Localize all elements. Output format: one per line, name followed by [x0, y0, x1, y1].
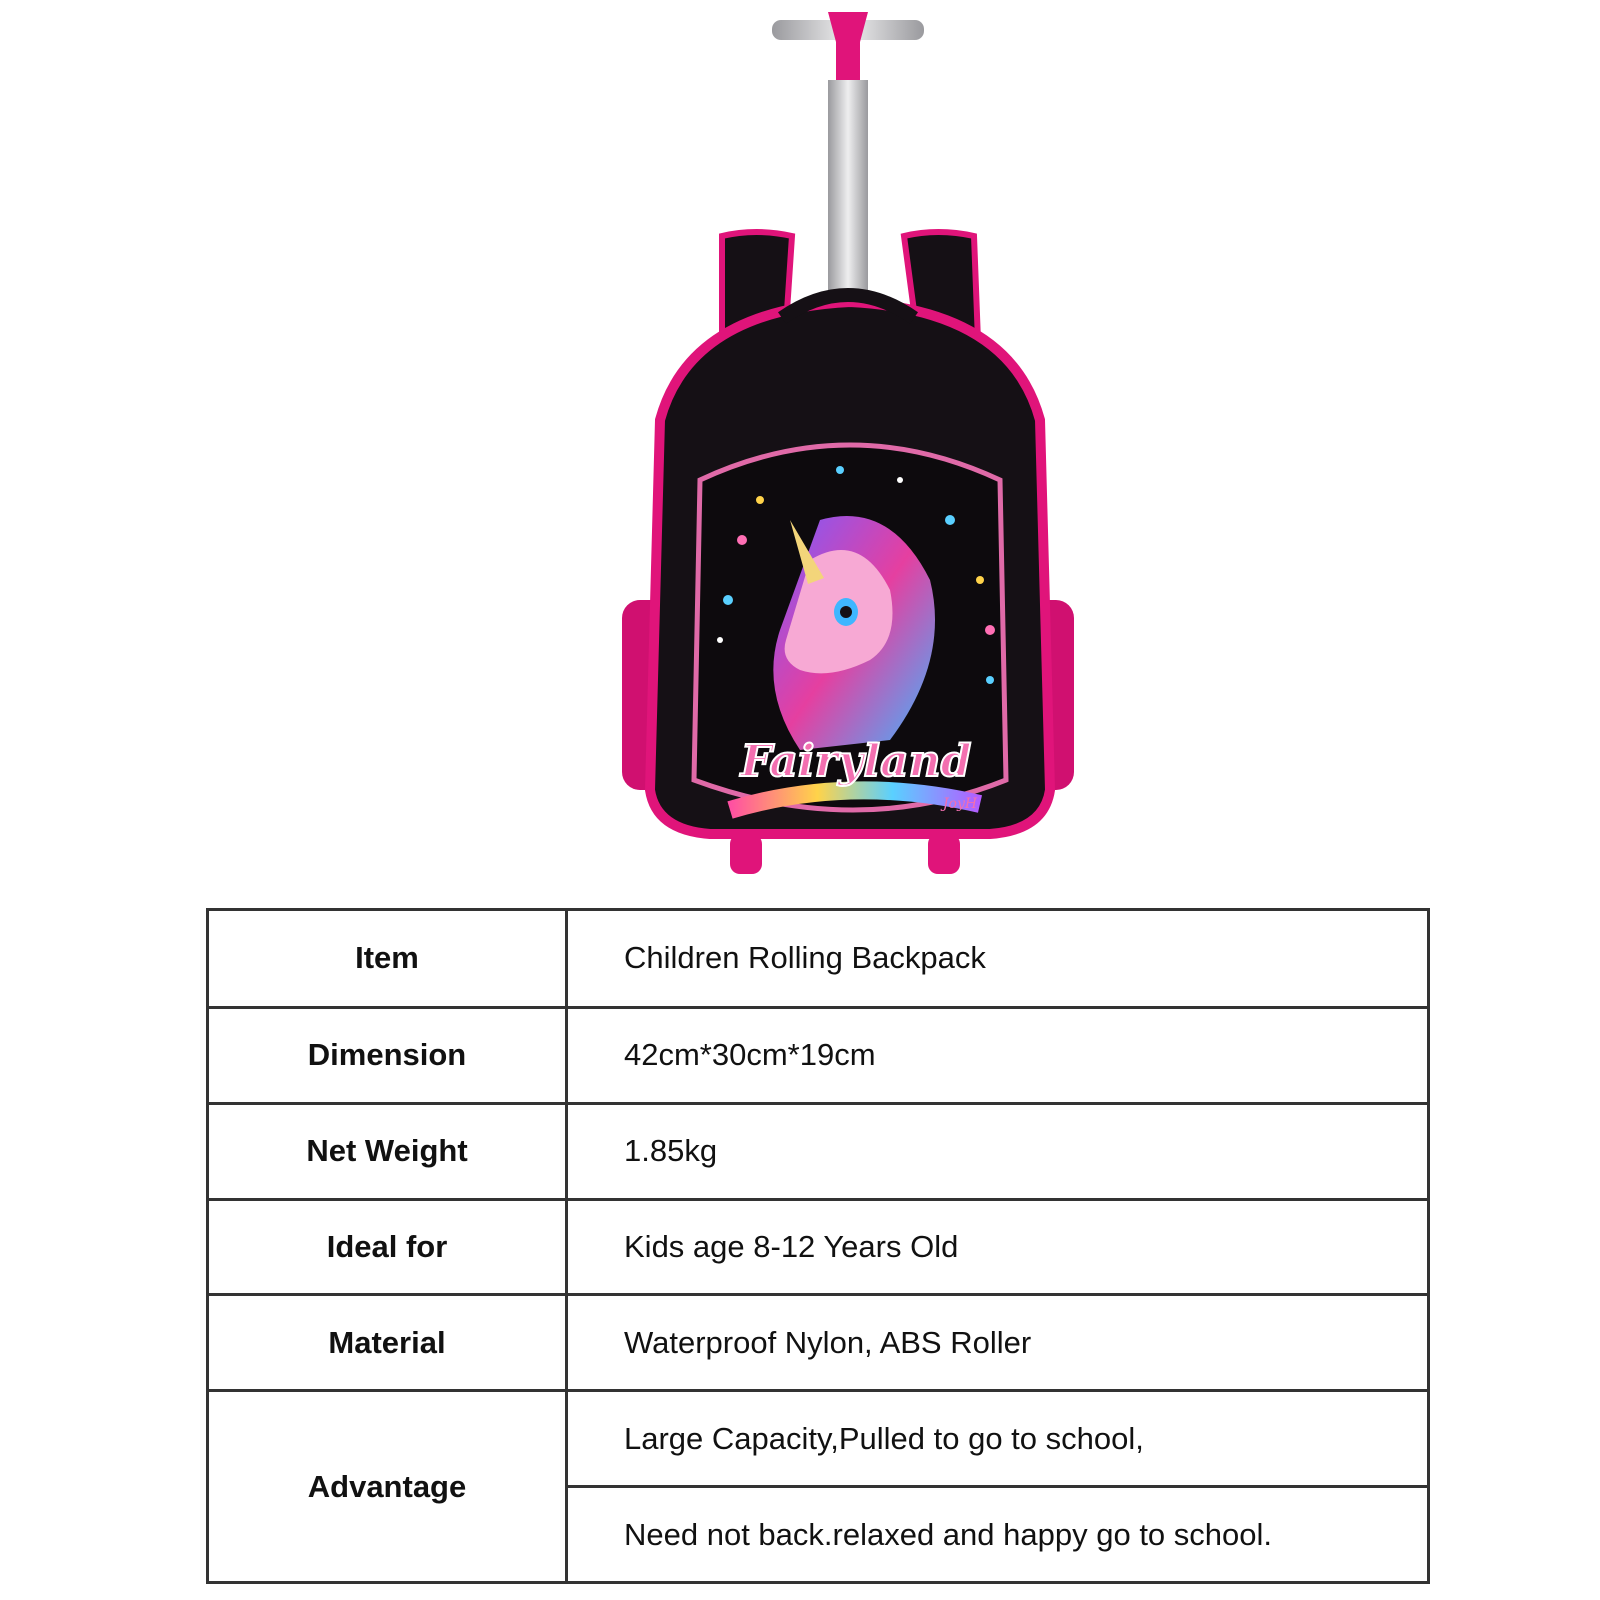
spec-label: Item	[208, 910, 567, 1008]
table-row	[208, 910, 1429, 1008]
table-row	[208, 1295, 1429, 1391]
spec-value: Waterproof Nylon, ABS Roller	[567, 1295, 1429, 1391]
spec-label-advantage: Advantage	[208, 1391, 567, 1583]
spec-label: Dimension	[208, 1007, 567, 1103]
trolley-handle	[772, 12, 924, 310]
spec-value: 1.85kg	[567, 1103, 1429, 1199]
table-row	[208, 1391, 1429, 1487]
spec-value: 42cm*30cm*19cm	[567, 1007, 1429, 1103]
backpack-body	[650, 295, 1050, 834]
wheel-right	[928, 834, 960, 874]
bag-logo-text: Fairyland	[740, 736, 972, 787]
spec-label: Ideal for	[208, 1199, 567, 1295]
bag-signature-text: JoyH	[942, 796, 978, 812]
advantage-line: Need not back.relaxed and happy go to school.	[567, 1487, 1429, 1583]
spec-table	[206, 908, 1430, 1584]
spec-label: Material	[208, 1295, 567, 1391]
table-row	[208, 1103, 1429, 1199]
table-row	[208, 1199, 1429, 1295]
wheel-left	[730, 834, 762, 874]
spec-label: Net Weight	[208, 1103, 567, 1199]
advantage-line: Large Capacity,Pulled to go to school,	[567, 1391, 1429, 1487]
table-row	[208, 1007, 1429, 1103]
spec-value: Kids age 8-12 Years Old	[567, 1199, 1429, 1295]
spec-value: Children Rolling Backpack	[567, 910, 1429, 1008]
